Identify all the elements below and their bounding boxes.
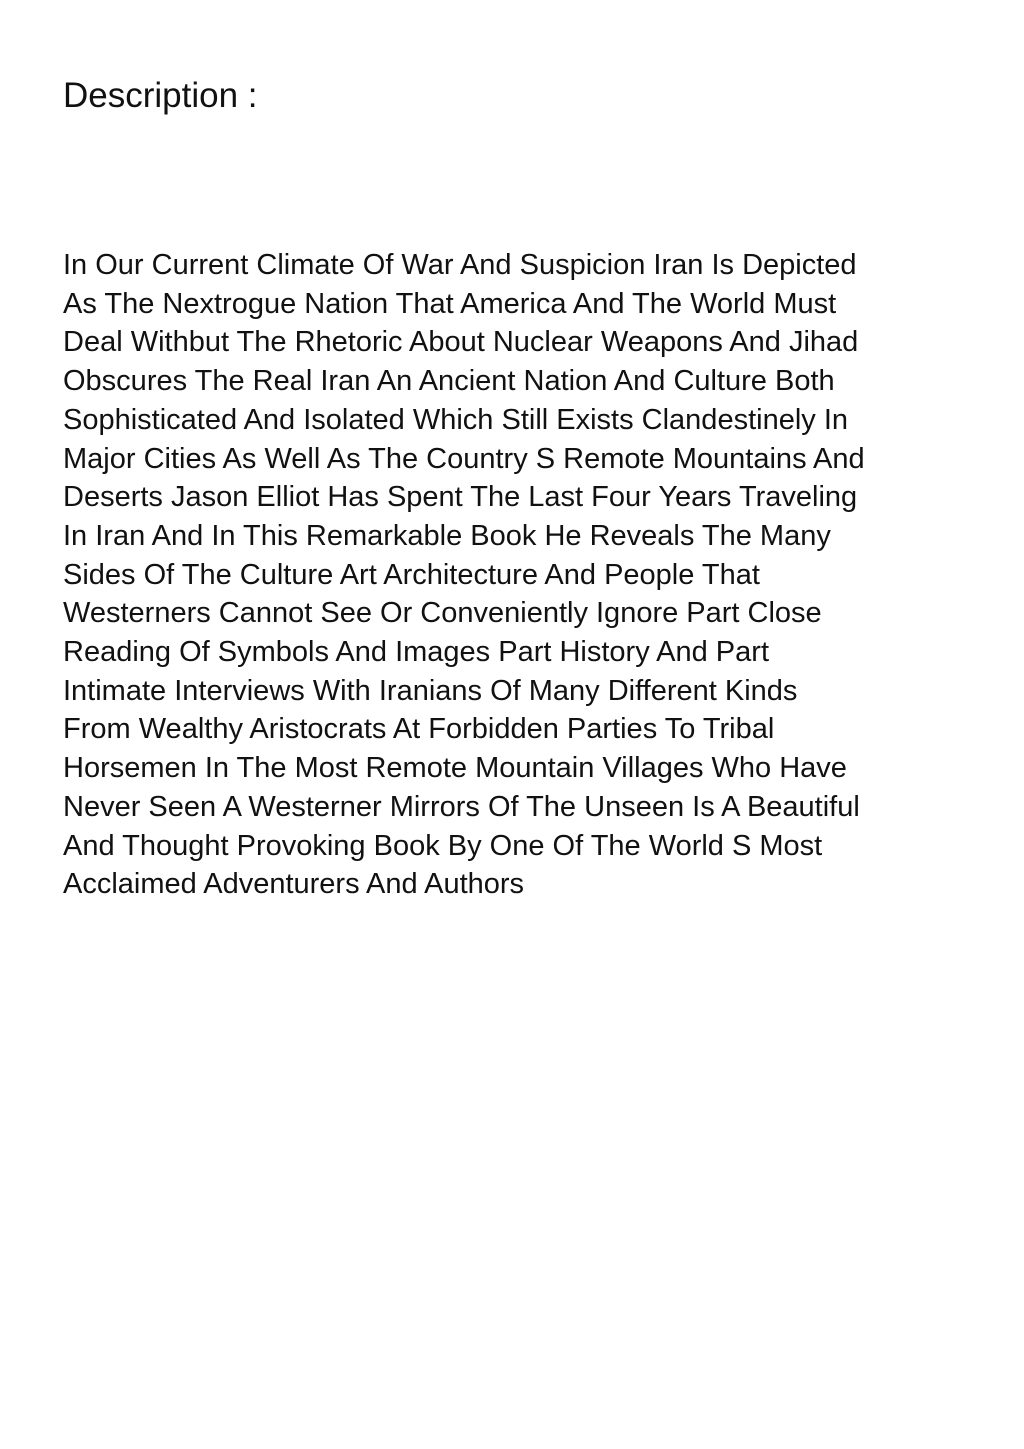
description-line: Obscures The Real Iran An Ancient Nation And Culture Both <box>63 365 835 398</box>
description-line: Sophisticated And Isolated Which Still Exists Clandestinely In <box>63 403 849 436</box>
description-body <box>63 246 983 904</box>
description-line: In Iran And In This Remarkable Book He Reveals The Many <box>63 519 831 552</box>
description-line: Horsemen In The Most Remote Mountain Villages Who Have <box>63 752 847 785</box>
description-line: Acclaimed Adventurers And Authors <box>63 868 525 901</box>
description-line: Sides Of The Culture Art Architecture And People That <box>63 558 760 591</box>
description-line: In Our Current Climate Of War And Suspicion Iran Is Depicted <box>63 249 857 281</box>
description-heading: Description : <box>63 76 258 115</box>
description-line: Major Cities As Well As The Country S Remote Mountains And <box>63 442 865 475</box>
description-line: Westerners Cannot See Or Conveniently Ignore Part Close <box>63 597 822 630</box>
description-line: Deal Withbut The Rhetoric About Nuclear Weapons And Jihad <box>63 326 859 359</box>
description-line: Deserts Jason Elliot Has Spent The Last Four Years Traveling <box>63 481 858 514</box>
description-line: Reading Of Symbols And Images Part History And Part <box>63 636 769 669</box>
description-line: Intimate Interviews With Iranians Of Many Different Kinds <box>63 674 798 707</box>
description-line: Never Seen A Westerner Mirrors Of The Unseen Is A Beautiful <box>63 790 860 823</box>
description-line: And Thought Provoking Book By One Of The World S Most <box>63 829 823 862</box>
description-line: From Wealthy Aristocrats At Forbidden Parties To Tribal <box>63 713 775 746</box>
description-line: As The Nextrogue Nation That America And The World Must <box>63 287 837 320</box>
